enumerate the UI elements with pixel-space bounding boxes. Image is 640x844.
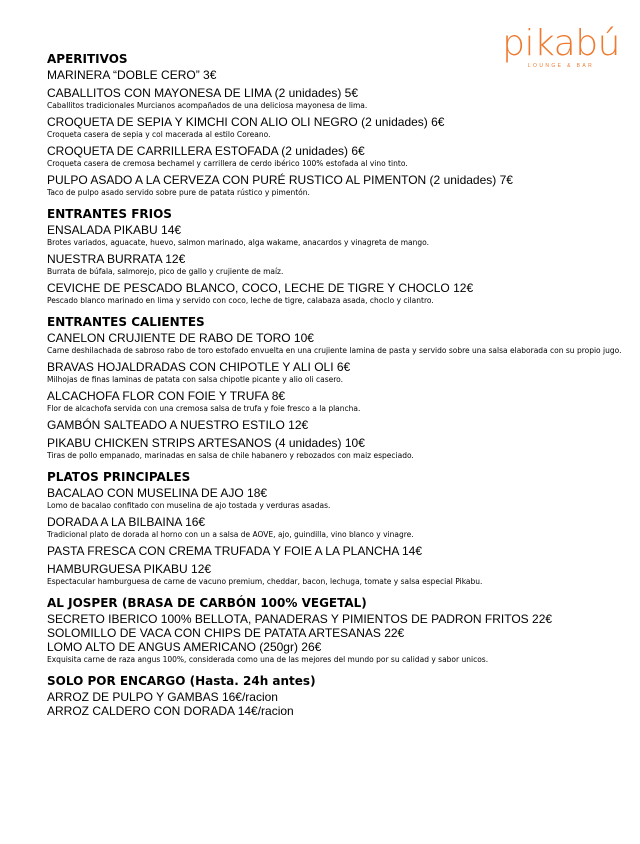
item-description: Carne deshilachada de sabroso rabo de toro estofado envuelta en una crujiente lamina de pasta y servido sobre una salsa elaborada con su propio jugo. xyxy=(47,346,622,355)
item-name: BRAVAS HOJALDRADAS CON CHIPOTLE Y ALI OLI 6€ xyxy=(47,360,351,374)
item-name: NUESTRA BURRATA 12€ xyxy=(47,252,186,266)
item-description: Croqueta casera de sepia y col macerada al estilo Coreano. xyxy=(47,130,271,139)
item-description: Tiras de pollo empanado, marinadas en salsa de chile habanero y rebozados con maiz especiado. xyxy=(47,451,414,460)
item-name: ARROZ DE PULPO Y GAMBAS 16€/racion xyxy=(47,690,278,704)
item-description: Espectacular hamburguesa de carne de vacuno premium, cheddar, bacon, lechuga, tomate y salsa especial Pikabu. xyxy=(47,577,483,586)
section-title: ENTRANTES FRIOS xyxy=(47,207,172,221)
menu-item xyxy=(47,144,622,169)
item-description: Burrata de búfala, salmorejo, pico de gallo y crujiente de maíz. xyxy=(47,267,284,276)
menu-item xyxy=(47,515,622,540)
item-description: Caballitos tradicionales Murcianos acompañados de una deliciosa mayonesa de lima. xyxy=(47,101,368,110)
section-title: SOLO POR ENCARGO (Hasta. 24h antes) xyxy=(47,674,316,688)
section-platos-principales xyxy=(47,470,622,587)
item-description: Milhojas de finas laminas de patata con salsa chipotle picante y alio oli casero. xyxy=(47,375,343,384)
item-name: HAMBURGUESA PIKABU 12€ xyxy=(47,562,212,576)
item-description: Taco de pulpo asado servido sobre pure de patata rústico y pimentón. xyxy=(47,188,310,197)
item-name: CEVICHE DE PESCADO BLANCO, COCO, LECHE DE TIGRE Y CHOCLO 12€ xyxy=(47,281,474,295)
menu-item xyxy=(47,704,622,718)
menu-item xyxy=(47,436,622,461)
menu-item xyxy=(47,68,622,82)
section-entrantes-frios xyxy=(47,207,622,306)
menu-item xyxy=(47,626,622,640)
item-name: BACALAO CON MUSELINA DE AJO 18€ xyxy=(47,486,268,500)
menu-item xyxy=(47,223,622,248)
menu-item xyxy=(47,640,622,665)
menu-item xyxy=(47,418,622,432)
item-description: Exquisita carne de raza angus 100%, considerada como una de las mejores del mundo por su calidad y sabor unicos. xyxy=(47,655,489,664)
item-name: PIKABU CHICKEN STRIPS ARTESANOS (4 unidades) 10€ xyxy=(47,436,365,450)
section-entrantes-calientes xyxy=(47,315,622,461)
item-name: CROQUETA DE SEPIA Y KIMCHI CON ALIO OLI NEGRO (2 unidades) 6€ xyxy=(47,115,445,129)
item-description: Brotes variados, aguacate, huevo, salmon marinado, alga wakame, anacardos y vinagreta de mango. xyxy=(47,238,429,247)
item-name: ALCACHOFA FLOR CON FOIE Y TRUFA 8€ xyxy=(47,389,286,403)
item-name: PASTA FRESCA CON CREMA TRUFADA Y FOIE A LA PLANCHA 14€ xyxy=(47,544,423,558)
item-description: Flor de alcachofa servida con una cremosa salsa de trufa y foie fresco a la plancha. xyxy=(47,404,361,413)
section-solo-por-encargo xyxy=(47,674,622,718)
menu-item xyxy=(47,612,622,626)
item-description: Lomo de bacalao confitado con muselina de ajo tostada y verduras asadas. xyxy=(47,501,331,510)
menu-item xyxy=(47,331,622,356)
item-name: CABALLITOS CON MAYONESA DE LIMA (2 unidades) 5€ xyxy=(47,86,359,100)
menu-item xyxy=(47,252,622,277)
item-description: Pescado blanco marinado en lima y servido con coco, leche de tigre, calabaza asada, choclo y cilantro. xyxy=(47,296,434,305)
item-name: PULPO ASADO A LA CERVEZA CON PURÉ RUSTICO AL PIMENTON (2 unidades) 7€ xyxy=(47,173,513,187)
section-aperitivos xyxy=(47,52,622,198)
logo-tagline: LOUNGE & BAR xyxy=(527,63,595,69)
item-name: SECRETO IBERICO 100% BELLOTA, PANADERAS Y PIMIENTOS DE PADRON FRITOS 22€ xyxy=(47,612,553,626)
item-description: Tradicional plato de dorada al horno con un a salsa de AOVE, ajo, guindilla, vino blanco y vinagre. xyxy=(47,530,414,539)
logo-wordmark: pikabú xyxy=(502,23,620,64)
item-name: ARROZ CALDERO CON DORADA 14€/racion xyxy=(47,704,294,718)
item-name: LOMO ALTO DE ANGUS AMERICANO (250gr) 26€ xyxy=(47,640,322,654)
item-name: ENSALADA PIKABU 14€ xyxy=(47,223,182,237)
item-name: CANELON CRUJIENTE DE RABO DE TORO 10€ xyxy=(47,331,314,345)
section-title: AL JOSPER (BRASA DE CARBÓN 100% VEGETAL) xyxy=(47,596,367,610)
section-title: ENTRANTES CALIENTES xyxy=(47,315,205,329)
menu-item xyxy=(47,544,622,558)
menu-item xyxy=(47,86,622,111)
item-description: Croqueta casera de cremosa bechamel y carrillera de cerdo ibérico 100% estofada al vino tinto. xyxy=(47,159,408,168)
item-name: DORADA A LA BILBAINA 16€ xyxy=(47,515,206,529)
menu-item xyxy=(47,173,622,198)
section-title: APERITIVOS xyxy=(47,52,128,66)
item-name: MARINERA “DOBLE CERO” 3€ xyxy=(47,68,217,82)
menu-item xyxy=(47,360,622,385)
menu xyxy=(47,52,622,727)
menu-item xyxy=(47,562,622,587)
menu-item xyxy=(47,389,622,414)
menu-item xyxy=(47,690,622,704)
menu-item xyxy=(47,486,622,511)
item-name: SOLOMILLO DE VACA CON CHIPS DE PATATA ARTESANAS 22€ xyxy=(47,626,405,640)
menu-item xyxy=(47,115,622,140)
item-name: CROQUETA DE CARRILLERA ESTOFADA (2 unidades) 6€ xyxy=(47,144,365,158)
section-title: PLATOS PRINCIPALES xyxy=(47,470,191,484)
section-al-josper xyxy=(47,596,622,665)
menu-item xyxy=(47,281,622,306)
item-name: GAMBÓN SALTEADO A NUESTRO ESTILO 12€ xyxy=(47,418,309,432)
